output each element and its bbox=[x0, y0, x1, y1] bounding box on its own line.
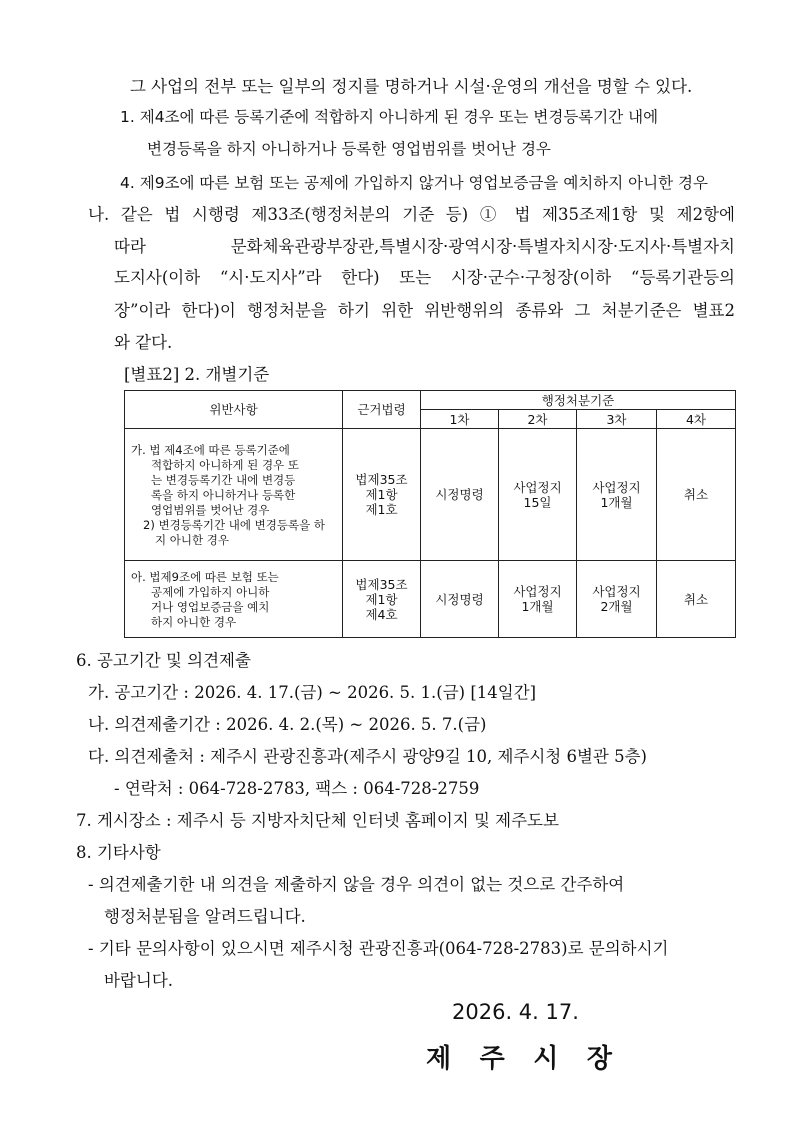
body-line-5: 나. 같은 법 시행령 제33조(행정처분의 기준 등) ① 법 제35조제1항 및 제2항에 bbox=[88, 205, 735, 224]
body-line-3: 변경등록을 하지 아니하거나 등록한 영업범위를 벗어난 경우 bbox=[147, 140, 551, 158]
law-line: 법제35조 bbox=[355, 472, 408, 487]
opinion-period: 나. 의견제출기간 : 2026. 4. 2.(목) ~ 2026. 5. 7.(금) bbox=[88, 715, 487, 734]
law-cell bbox=[343, 429, 421, 561]
penalty-line: 사업정지 bbox=[513, 584, 562, 599]
penalty-3rd-cell bbox=[577, 429, 657, 561]
law-cell bbox=[343, 561, 421, 638]
signature-jeju-mayor bbox=[426, 1038, 612, 1075]
penalty-2nd-cell bbox=[499, 561, 577, 638]
law-line: 제1항 bbox=[365, 591, 398, 607]
opinion-destination: 다. 의견제출처 : 제주시 관광진흥과(제주시 광양9길 10, 제주시청 6별관 5층) bbox=[88, 747, 647, 766]
contact-info: - 연락처 : 064-728-2783, 팩스 : 064-728-2759 bbox=[114, 779, 480, 798]
violation-line: 록을 하지 아니하거나 등록한 bbox=[151, 487, 296, 502]
penalty-line: 1개월 bbox=[521, 599, 554, 614]
other-item-2-line-1: - 기타 문의사항이 있으시면 제주시청 관광진흥과(064-728-2783)로 문의하시기 bbox=[88, 939, 669, 958]
section-6-title: 6. 공고기간 및 의견제출 bbox=[76, 651, 251, 670]
body-line-9: 와 같다. bbox=[114, 333, 173, 352]
other-item-2-line-2: 바랍니다. bbox=[104, 971, 174, 990]
penalty-line: 사업정지 bbox=[513, 479, 562, 495]
penalty-2nd-cell bbox=[499, 429, 577, 561]
penalty-4th-cell: 취소 bbox=[657, 561, 736, 638]
table-row bbox=[125, 561, 736, 638]
header-law: 근거법령 bbox=[343, 391, 421, 429]
body-line-2: 1. 제4조에 따른 등록기준에 적합하지 아니하게 된 경우 또는 변경등록기간 내에 bbox=[120, 108, 659, 126]
violation-line: 하지 아니한 경우 bbox=[151, 614, 237, 629]
violation-line: 가. 법 제4조에 따른 등록기준에 bbox=[131, 442, 290, 457]
signature-char: 장 bbox=[586, 1044, 612, 1074]
penalty-line: 2개월 bbox=[600, 599, 633, 614]
body-line-8: 장”이라 한다)이 행정처분을 하기 위한 위반행위의 종류와 그 처분기준은 별표2 bbox=[114, 301, 735, 320]
violation-cell bbox=[125, 429, 343, 561]
table-caption: [별표2] 2. 개별기준 bbox=[124, 365, 270, 384]
violation-line: 적합하지 아니하게 된 경우 또 bbox=[151, 457, 299, 472]
body-line-6: 따라 문화체육관광부장관,특별시장·광역시장·특별자치시장·도지사·특별자치 bbox=[114, 237, 735, 256]
violation-line: 아. 법제9조에 따른 보험 또는 bbox=[131, 569, 279, 584]
header-4th: 4차 bbox=[657, 410, 736, 429]
penalty-line: 사업정지 bbox=[592, 479, 641, 495]
penalty-line: 사업정지 bbox=[592, 584, 641, 599]
section-8-title: 8. 기타사항 bbox=[76, 843, 161, 862]
penalty-1st-cell: 시정명령 bbox=[421, 429, 499, 561]
header-penalty-standard: 행정처분기준 bbox=[421, 391, 736, 410]
violation-line: 2) 변경등록기간 내에 변경등록을 하 bbox=[143, 517, 325, 532]
body-line-7: 도지사(이하 “시·도지사”라 한다) 또는 시장·군수·구청장(이하 “등록기관등의 bbox=[114, 268, 735, 287]
signature-char: 제 bbox=[426, 1044, 452, 1074]
violation-line: 거나 영업보증금을 예치 bbox=[151, 599, 270, 614]
header-violation: 위반사항 bbox=[125, 391, 343, 429]
penalty-4th-cell: 취소 bbox=[657, 429, 736, 561]
header-2nd: 2차 bbox=[499, 410, 577, 429]
penalty-line: 15일 bbox=[523, 494, 552, 510]
signature-char: 주 bbox=[479, 1044, 505, 1074]
header-1st: 1차 bbox=[421, 410, 499, 429]
body-line-1: 그 사업의 전부 또는 일부의 정지를 명하거나 시설·운영의 개선을 명할 수 있다. bbox=[130, 77, 693, 96]
other-item-1-line-2: 행정처분됨을 알려드립니다. bbox=[104, 907, 306, 926]
section-7-posting-place: 7. 게시장소 : 제주시 등 지방자치단체 인터넷 홈페이지 및 제주도보 bbox=[76, 811, 559, 830]
penalty-3rd-cell bbox=[577, 561, 657, 638]
notice-period: 가. 공고기간 : 2026. 4. 17.(금) ~ 2026. 5. 1.(금) [14일간] bbox=[88, 683, 537, 702]
penalty-line: 1개월 bbox=[600, 494, 633, 510]
penalty-standards-table bbox=[124, 390, 736, 638]
law-line: 제1항 bbox=[365, 487, 398, 502]
violation-line: 영업범위를 벗어난 경우 bbox=[151, 502, 270, 517]
violation-line: 공제에 가입하지 아니하 bbox=[151, 584, 270, 599]
table-row bbox=[125, 429, 736, 561]
body-line-4: 4. 제9조에 따른 보험 또는 공제에 가입하지 않거나 영업보증금을 예치하지 아니한 경우 bbox=[120, 174, 708, 192]
other-item-1-line-1: - 의견제출기한 내 의견을 제출하지 않을 경우 의견이 없는 것으로 간주하여 bbox=[88, 875, 625, 894]
violation-line: 는 변경등록기간 내에 변경등 bbox=[151, 472, 296, 487]
header-3rd: 3차 bbox=[577, 410, 657, 429]
signature-char: 시 bbox=[533, 1044, 559, 1074]
law-line: 법제35조 bbox=[355, 576, 408, 592]
violation-cell bbox=[125, 561, 343, 638]
violation-line: 지 아니한 경우 bbox=[155, 532, 229, 547]
issue-date: 2026. 4. 17. bbox=[452, 1000, 579, 1024]
law-line: 제1호 bbox=[365, 502, 398, 517]
penalty-1st-cell: 시정명령 bbox=[421, 561, 499, 638]
law-line: 제4호 bbox=[365, 606, 398, 622]
